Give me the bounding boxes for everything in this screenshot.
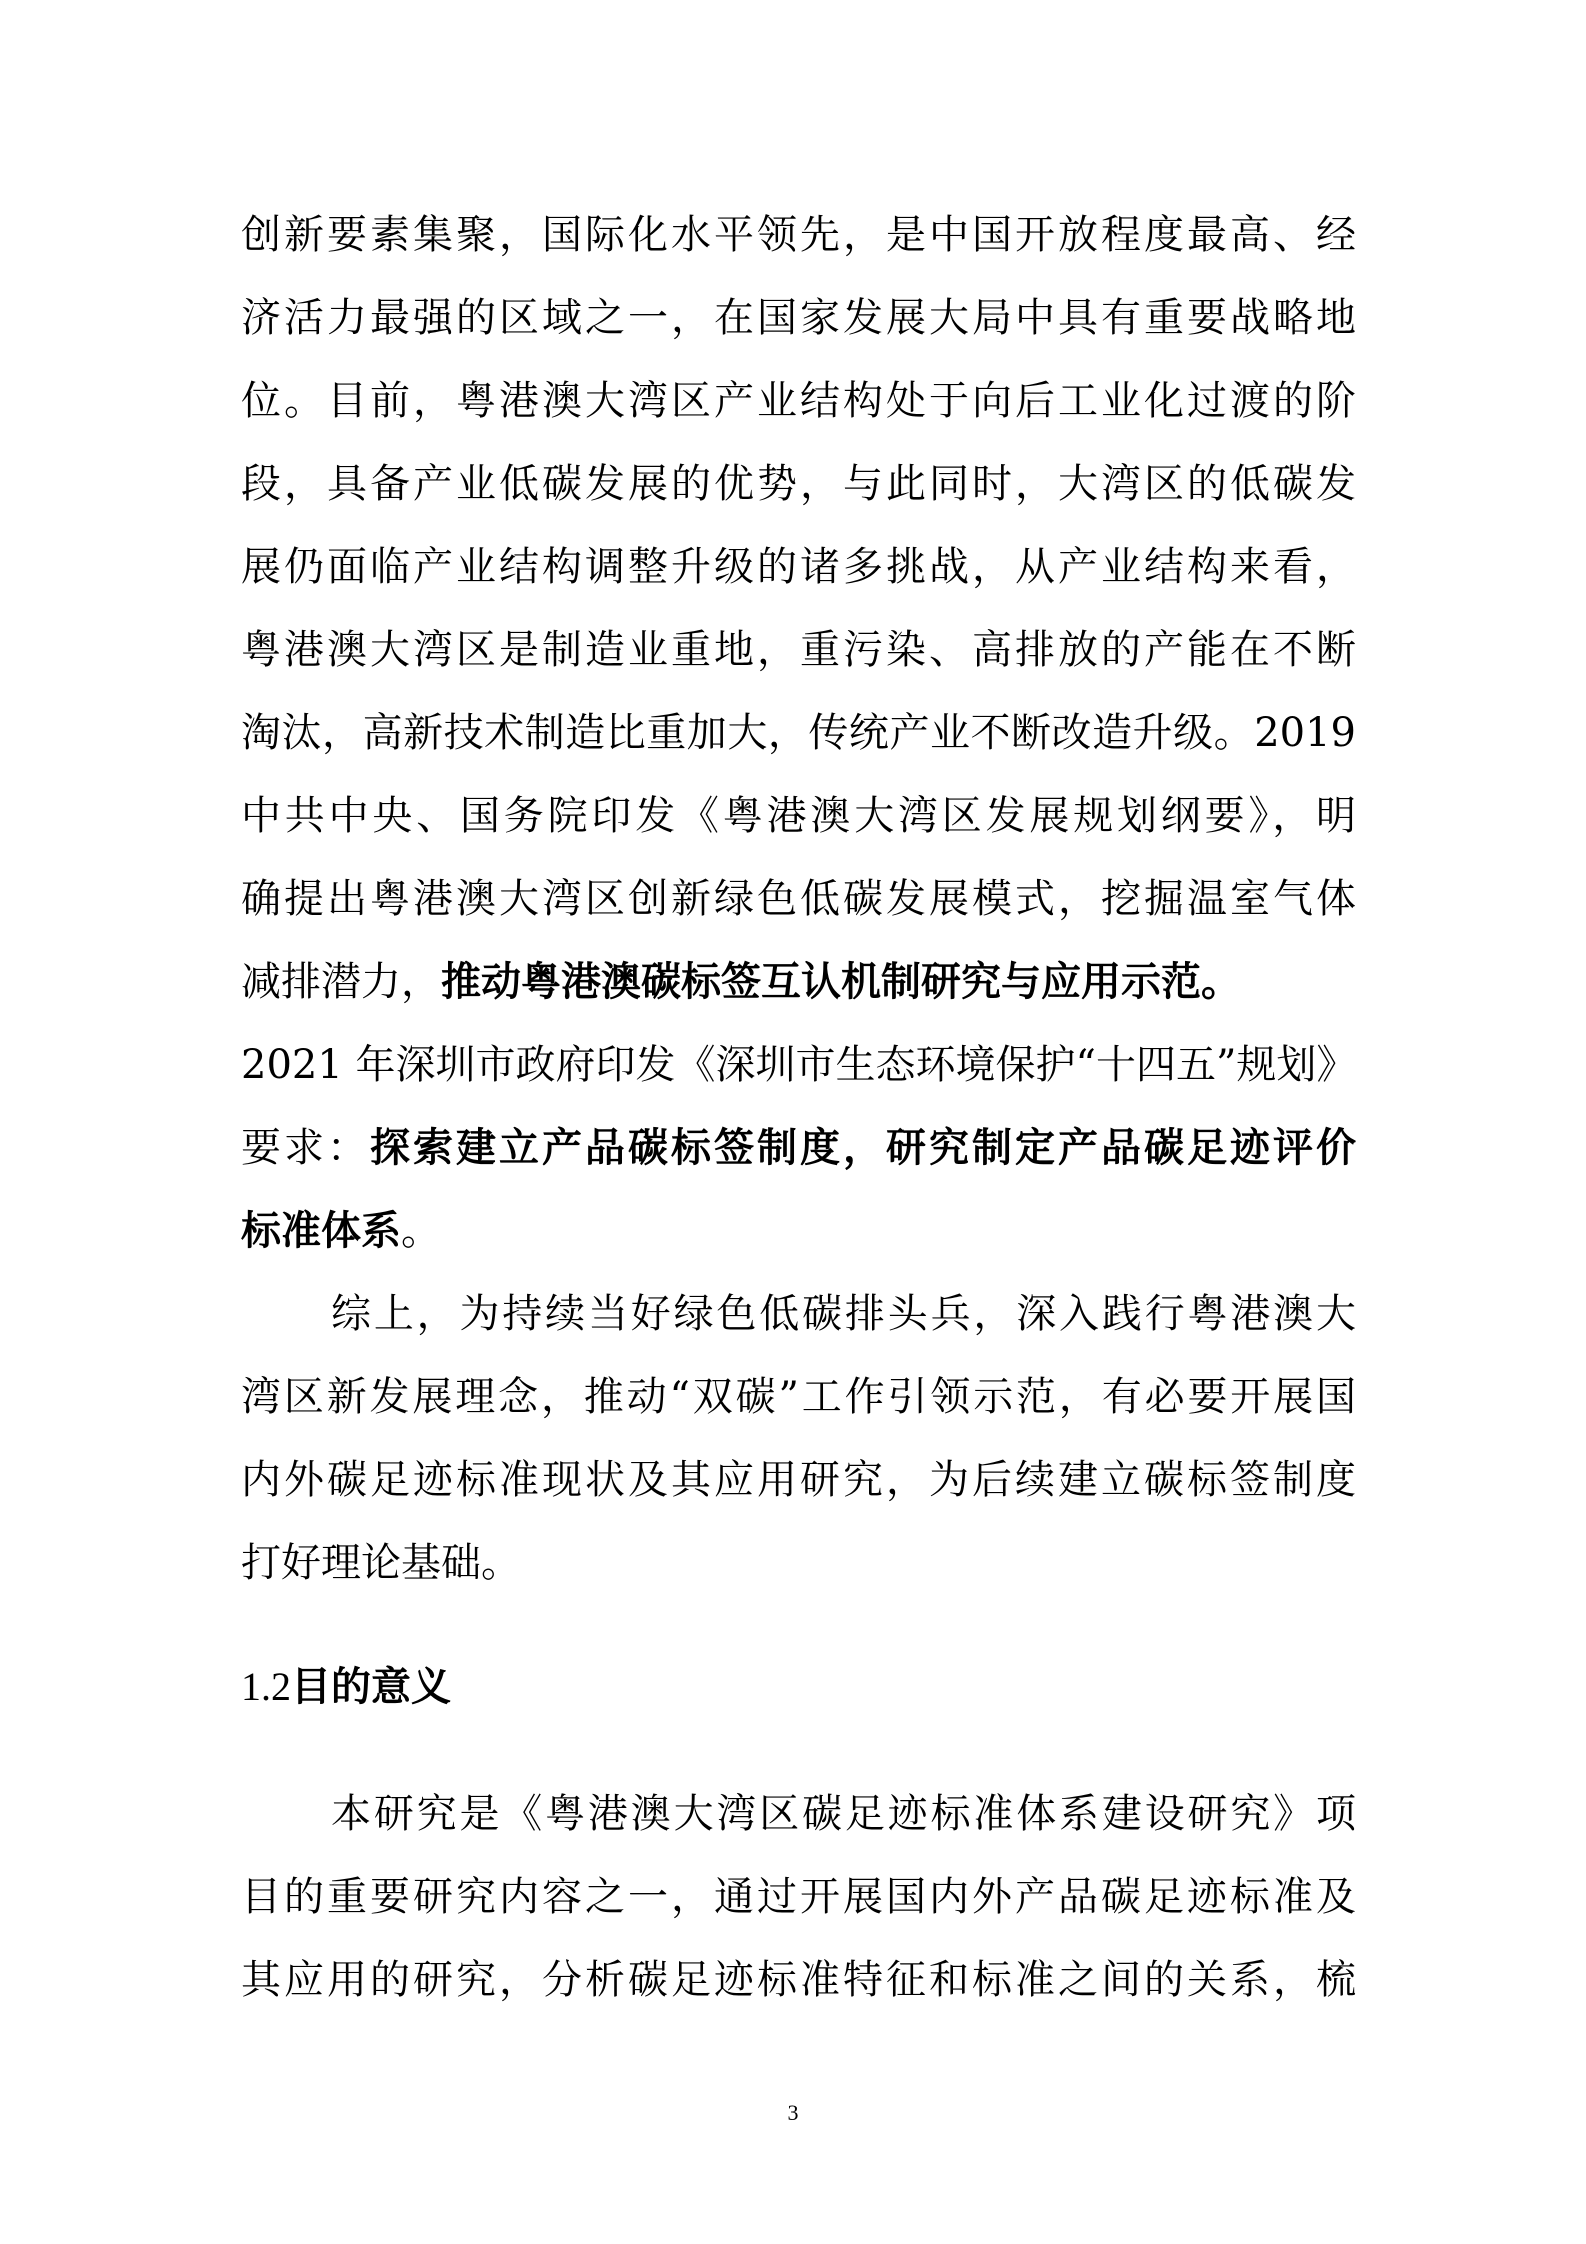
body-text-line: 段，具备产业低碳发展的优势，与此同时，大湾区的低碳发: [241, 461, 1356, 507]
body-text-line: 位。目前，粤港澳大湾区产业结构处于向后工业化过渡的阶: [241, 378, 1356, 424]
body-text-line: 中共中央、国务院印发《粤港澳大湾区发展规划纲要》，明: [241, 793, 1356, 839]
plain-text: 要求：: [241, 1125, 370, 1171]
body-text-line: 湾区新发展理念，推动“双碳”工作引领示范，有必要开展国: [241, 1374, 1356, 1420]
body-text-line: 本研究是《粤港澳大湾区碳足迹标准体系建设研究》项: [331, 1791, 1356, 1837]
plain-text: 减排潜力，: [241, 959, 441, 1005]
body-text-line: [241, 1201, 1356, 1261]
body-text-line: 淘汰，高新技术制造比重加大，传统产业不断改造升级。2019: [241, 710, 1356, 756]
body-text-line: [241, 1118, 1356, 1178]
body-text-line: [241, 952, 1356, 1012]
body-text-line: 目的重要研究内容之一，通过开展国内外产品碳足迹标准及: [241, 1874, 1356, 1920]
body-text-line: 内外碳足迹标准现状及其应用研究，为后续建立碳标签制度: [241, 1457, 1356, 1503]
section-number: 1.2: [241, 1664, 291, 1709]
section-title: 目的意义: [291, 1664, 451, 1710]
page-number: 3: [787, 2100, 799, 2125]
body-text-line: 创新要素集聚，国际化水平领先，是中国开放程度最高、经: [241, 212, 1356, 258]
body-text-line: 展仍面临产业结构调整升级的诸多挑战，从产业结构来看，: [241, 544, 1356, 590]
plain-text: 。: [401, 1208, 441, 1254]
body-text-line: 其应用的研究，分析碳足迹标准特征和标准之间的关系，梳: [241, 1957, 1356, 2003]
body-text-line: 济活力最强的区域之一，在国家发展大局中具有重要战略地: [241, 295, 1356, 341]
body-text-line: 综上，为持续当好绿色低碳排头兵，深入践行粤港澳大: [331, 1291, 1356, 1337]
emphasized-text: 推动粤港澳碳标签互认机制研究与应用示范。: [441, 958, 1241, 1005]
body-text-line: 确提出粤港澳大湾区创新绿色低碳发展模式，挖掘温室气体: [241, 876, 1356, 922]
body-text-line: 打好理论基础。: [241, 1540, 521, 1586]
emphasized-text: 标准体系: [241, 1207, 401, 1254]
body-text-line: 粤港澳大湾区是制造业重地，重污染、高排放的产能在不断: [241, 627, 1356, 673]
section-heading: [241, 1657, 451, 1717]
body-text-line: 2021 年深圳市政府印发《深圳市生态环境保护“十四五”规划》: [241, 1042, 1357, 1088]
emphasized-text: 探索建立产品碳标签制度，研究制定产品碳足迹评价: [370, 1124, 1356, 1171]
